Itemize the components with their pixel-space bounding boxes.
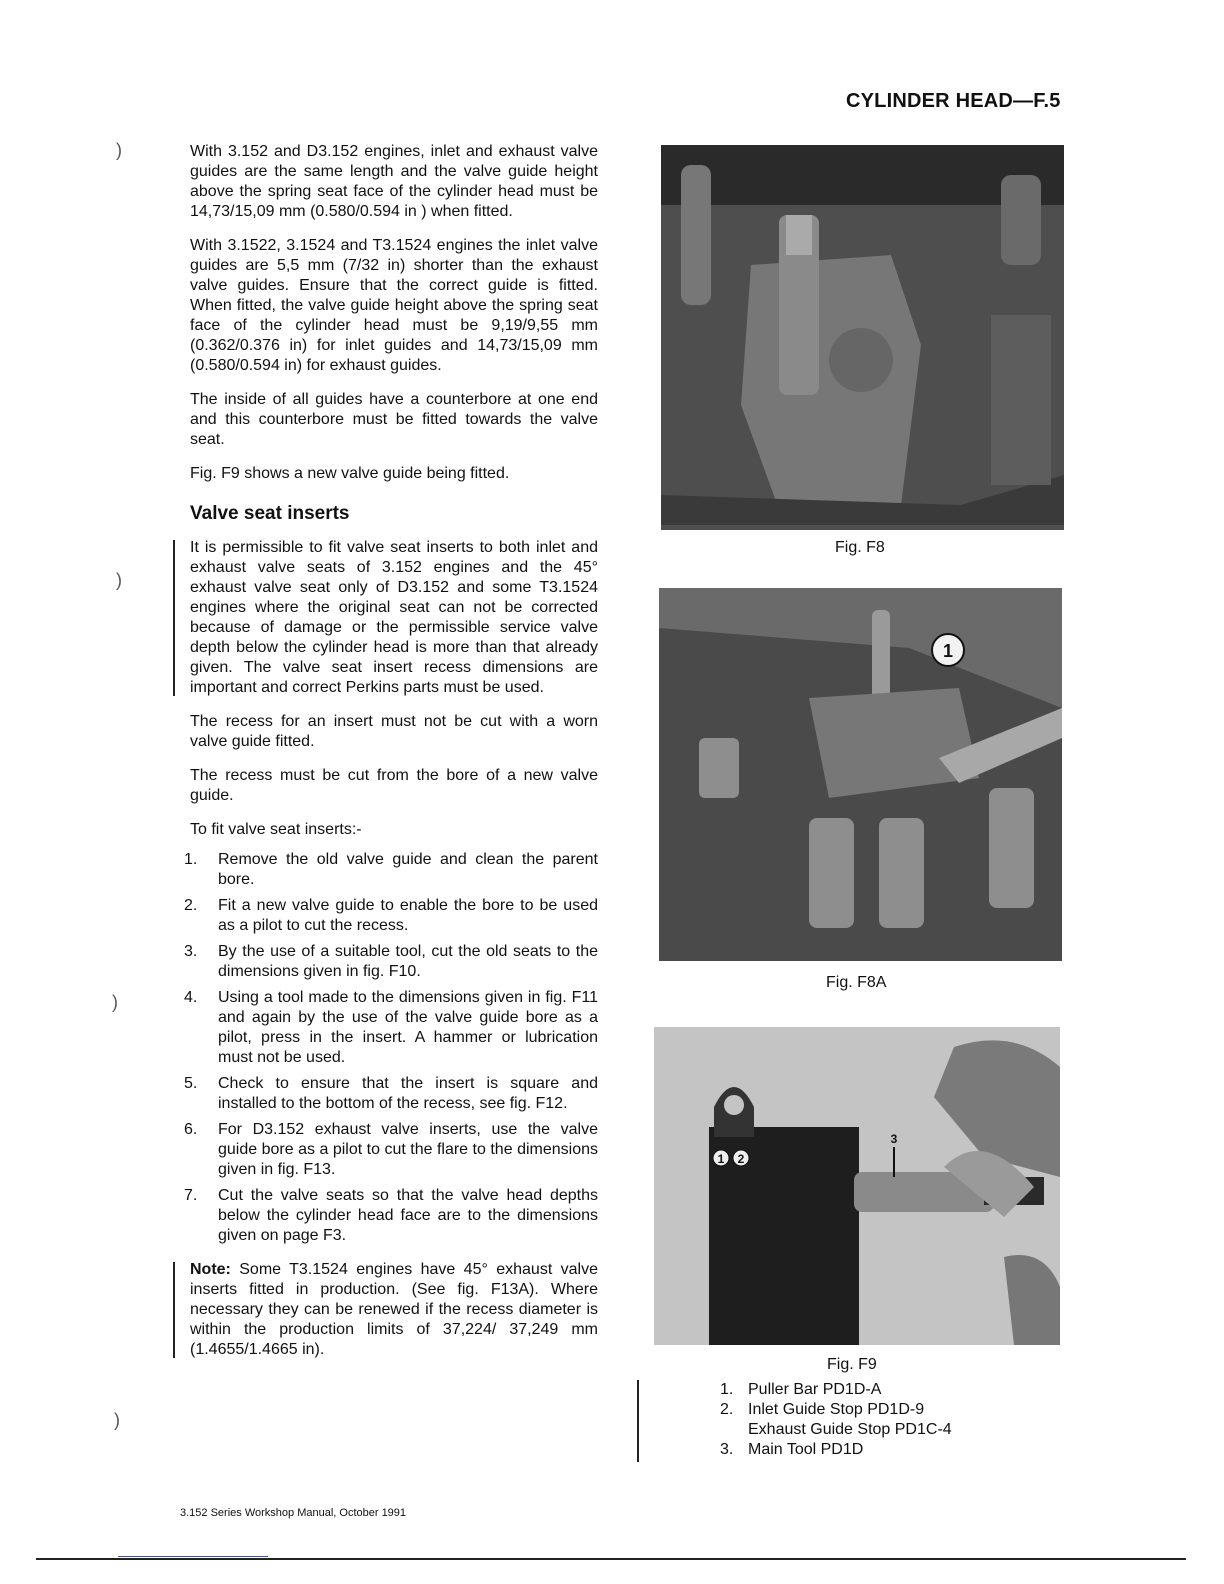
intro-paragraph-1: With 3.152 and D3.152 engines, inlet and exhaust valve guides are the same length and the valve guide height above the spring seat face of the cylinder head must be 14,73/15,09 mm (0.580/0.594 in ) when fitted. (190, 143, 598, 220)
bottom-rule-accent (118, 1556, 268, 1557)
margin-mark: ) (116, 140, 122, 160)
steps-list (184, 850, 598, 1246)
figure-f9-callout-3: 3 (890, 1132, 898, 1146)
list-item: 3. Main Tool PD1D (720, 1441, 864, 1458)
section-heading: Valve seat inserts (190, 503, 350, 524)
list-item: 4. Using a tool made to the dimensions given in fig. F11 and again by the use of the valve guide bore as a pilot, press in the insert. A hammer or lubrication must not be used. (184, 989, 598, 1066)
margin-mark: ) (116, 570, 122, 590)
margin-mark: ) (114, 1410, 120, 1430)
figure-f9-legend (720, 1380, 1020, 1460)
figure-f8a-caption: Fig. F8A (826, 974, 887, 991)
list-item: 2. Fit a new valve guide to enable the bore to be used as a pilot to cut the recess. (184, 897, 598, 934)
steps-intro: To fit valve seat inserts:- (190, 821, 362, 838)
list-item: 1. Remove the old valve guide and clean the parent bore. (184, 851, 598, 888)
section-paragraph-barred: It is permissible to fit valve seat inserts to both inlet and exhaust valve seats of 3.152 engines and the 45° exhaust valve seat only of D3.152 and some T3.1524 engines where the original seat can not be corrected because of damage or the permissible service valve depth below the cylinder head is more than that already given. The valve seat insert recess dimensions are important and correct Perkins parts must be used. (190, 539, 598, 696)
section-paragraph-2: The recess must be cut from the bore of a new valve guide. (190, 767, 598, 804)
margin-mark: ) (112, 992, 118, 1012)
page-title: CYLINDER HEAD—F.5 (846, 90, 1061, 112)
figure-f9-callout-1: 1 (717, 1152, 725, 1166)
main-text-column (184, 142, 598, 1374)
bottom-rule (36, 1558, 1186, 1560)
list-item: 6. For D3.152 exhaust valve inserts, use the valve guide bore as a pilot to cut the flare to the dimensions given in fig. F13. (184, 1121, 598, 1178)
figure-f8a-photo (659, 588, 1062, 961)
list-item: 5. Check to ensure that the insert is square and installed to the bottom of the recess, see fig. F12. (184, 1075, 598, 1112)
figure-f9-photo (654, 1027, 1060, 1345)
figure-f9-caption: Fig. F9 (827, 1356, 877, 1373)
page-footer: 3.152 Series Workshop Manual, October 1991 (180, 1507, 407, 1519)
section-paragraph-1: The recess for an insert must not be cut with a worn valve guide fitted. (190, 713, 598, 750)
figure-f8-caption: Fig. F8 (835, 539, 885, 556)
figure-f8-photo (661, 145, 1064, 530)
intro-paragraph-2: With 3.1522, 3.1524 and T3.1524 engines the inlet valve guides are 5,5 mm (7/32 in) shorter than the exhaust valve guides. Ensure that the correct guide is fitted. When fitted, the valve guide height above the spring seat face of the cylinder head must be 9,19/9,55 mm (0.362/0.376 in) for inlet guides and 14,73/15,09 mm (0.580/0.594 in) for exhaust guides. (190, 237, 598, 374)
list-item: 7. Cut the valve seats so that the valve head depths below the cylinder head face are to the dimensions given on page F3. (184, 1187, 598, 1244)
list-item: 1. Puller Bar PD1D-A (720, 1381, 882, 1398)
figure-f8a-callout: 1 (942, 641, 954, 661)
list-item: Exhaust Guide Stop PD1C-4 (748, 1421, 952, 1438)
list-item: 3. By the use of a suitable tool, cut the old seats to the dimensions given in fig. F10. (184, 943, 598, 980)
intro-paragraph-3: The inside of all guides have a counterbore at one end and this counterbore must be fitted towards the valve seat. (190, 391, 598, 448)
list-item: 2. Inlet Guide Stop PD1D-9 (720, 1401, 925, 1418)
change-bar (637, 1380, 639, 1462)
intro-paragraph-4: Fig. F9 shows a new valve guide being fitted. (190, 465, 510, 482)
figure-f9-callout-2: 2 (737, 1152, 745, 1166)
note-paragraph: Note: Some T3.1524 engines have 45° exhaust valve inserts fitted in production. (See fig. F13A). Where necessary they can be renewed if the recess diameter is within the production limits of 37,224/ 37,249 mm (1.4655/1.4665 in). (190, 1261, 598, 1358)
